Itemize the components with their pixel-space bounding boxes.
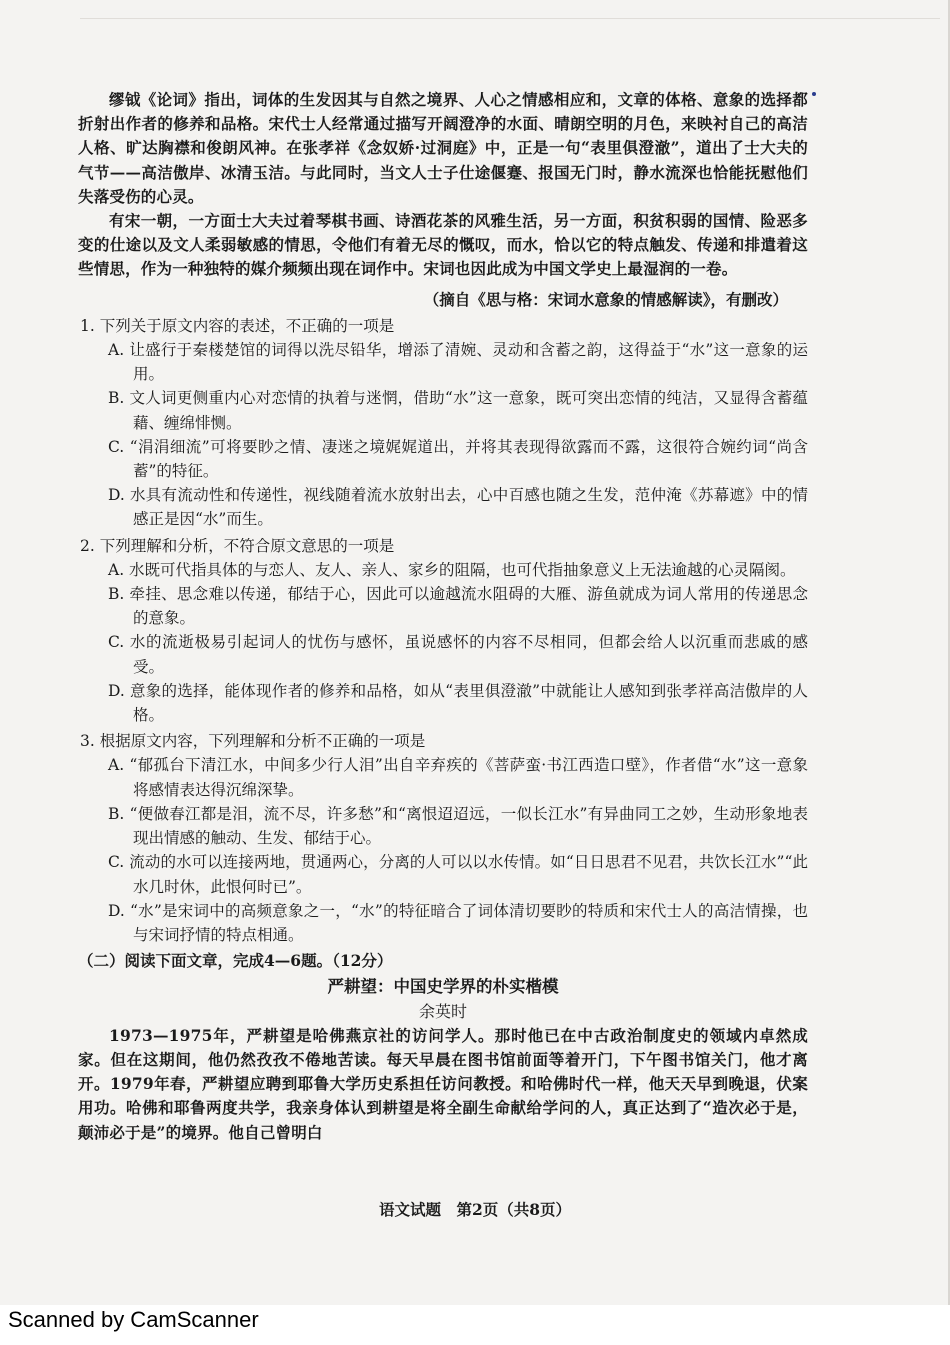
article-title: 严耕望：中国史学界的朴实楷模 — [327, 977, 559, 997]
ink-dot — [812, 92, 816, 96]
option-d: D. 水具有流动性和传递性，视线随着流水放射出去，心中百感也随之生发，范仲淹《苏幕遮》中的情感正是因“水”而生。 — [108, 486, 808, 529]
option-c: C. 水的流逝极易引起词人的忧伤与感怀，虽说感怀的内容不尽相同，但都会给人以沉重而悲戚的感受。 — [108, 633, 808, 676]
page-edge-line — [80, 18, 940, 19]
page-content — [78, 88, 808, 1145]
option-a: A. 让盛行于秦楼楚馆的词得以洗尽铅华，增添了清婉、灵动和含蓄之韵，这得益于“水”这一意象的运用。 — [108, 341, 808, 384]
question-stem: 2. 下列理解和分析，不符合原文意思的一项是 — [80, 536, 395, 555]
passage-paragraph-1: 缪钺《论词》指出，词体的生发因其与自然之境界、人心之情感相应和，文章的体格、意象的选择都折射出作者的修养和品格。宋代士人经常通过描写开阔澄净的水面、晴朗空明的月色，来映衬自己的高洁人格、旷达胸襟和俊朗风神。在张孝祥《念奴娇·过洞庭》中，正是一句“表里俱澄澈”，道出了士大夫的气节——高洁傲岸、冰清玉洁。与此同时，当文人士子仕途偃蹇、报国无门时，静水流深也恰能抚慰他们失落受伤的心灵。 — [78, 90, 808, 206]
option-b: B. 文人词更侧重内心对恋情的执着与迷惘，借助“水”这一意象，既可突出恋情的纯洁，又显得含蓄蕴藉、缠绵悱恻。 — [108, 389, 808, 432]
question-2 — [78, 534, 808, 728]
scanner-watermark: Scanned by CamScanner — [8, 1307, 259, 1332]
passage-source: （摘自《思与格：宋词水意象的情感解读》，有删改） — [423, 289, 788, 309]
question-stem: 1. 下列关于原文内容的表述，不正确的一项是 — [80, 316, 395, 335]
option-a: A. 水既可代指具体的与恋人、友人、亲人、家乡的阻隔，也可代指抽象意义上无法逾越的心灵隔阂。 — [108, 560, 796, 579]
question-3 — [78, 729, 808, 947]
section-heading: （二）阅读下面文章，完成4—6题。（12分） — [78, 951, 393, 971]
option-a: A. “郁孤台下清江水，中间多少行人泪”出自辛弃疾的《菩萨蛮·书江西造口壁》，作者借“水”这一意象将感情表达得沉绵深挚。 — [108, 756, 808, 799]
question-1 — [78, 314, 808, 532]
article-author: 余英时 — [418, 1001, 467, 1021]
question-stem: 3. 根据原文内容，下列理解和分析不正确的一项是 — [80, 732, 426, 751]
option-c: C. “涓涓细流”可将要眇之情、凄迷之境娓娓道出，并将其表现得欲露而不露，这很符合婉约词“尚含蓄”的特征。 — [108, 437, 808, 481]
option-d: D. 意象的选择，能体现作者的修养和品格，如从“表里俱澄澈”中就能让人感知到张孝祥高洁傲岸的人格。 — [108, 681, 808, 725]
passage-paragraph-2: 有宋一朝，一方面士大夫过着琴棋书画、诗酒花茶的风雅生活，另一方面，积贫积弱的国情、险恶多变的仕途以及文人柔弱敏感的情思，令他们有着无尽的慨叹，而水，恰以它的特点触发、传递和排遣着这些情思，作为一种独特的媒介频频出现在词作中。宋词也因此成为中国文学史上最湿润的一卷。 — [78, 211, 808, 279]
page-footer: 语文试题 第2页（共8页） — [378, 1200, 572, 1219]
option-b: B. “便做春江都是泪，流不尽，许多愁”和“离恨迢迢远，一似长江水”有异曲同工之妙，生动形象地表现出情感的触动、生发、郁结于心。 — [108, 804, 808, 848]
article-body: 1973—1975年，严耕望是哈佛燕京社的访问学人。那时他已在中古政治制度史的领域内卓然成家。但在这期间，他仍然孜孜不倦地苦读。每天早晨在图书馆前面等着开门，下午图书馆关门，他才离开。1979年春，严耕望应聘到耶鲁大学历史系担任访问教授。和哈佛时代一样，他天天早到晚退，伏案用功。哈佛和耶鲁两度共学，我亲身体认到耕望是将全副生命献给学问的人，真正达到了“造次必于是，颠沛必于是”的境界。他自己曾明白 — [78, 1025, 808, 1142]
option-d: D. “水”是宋词中的高频意象之一，“水”的特征暗合了词体清切要眇的特质和宋代士人的高洁情操，也与宋词抒情的特点相通。 — [108, 901, 808, 944]
option-c: C. 流动的水可以连接两地，贯通两心，分离的人可以以水传情。如“日日思君不见君，共饮长江水”“此水几时休，此恨何时已”。 — [108, 853, 808, 896]
option-b: B. 牵挂、思念难以传递，郁结于心，因此可以逾越流水阻碍的大雁、游鱼就成为词人常用的传递思念的意象。 — [108, 585, 808, 628]
